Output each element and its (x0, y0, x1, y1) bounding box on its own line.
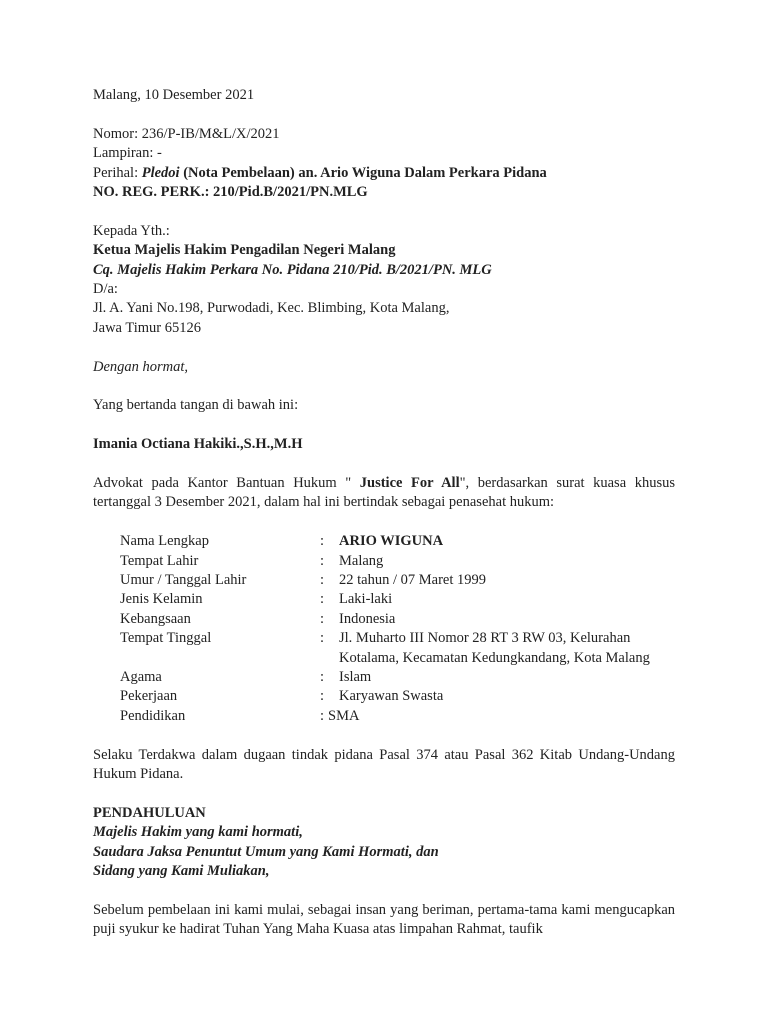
address-judges: Majelis Hakim yang kami hormati, (93, 824, 303, 841)
identity-separator: : (320, 669, 325, 686)
cq-line: Cq. Majelis Hakim Perkara No. Pidana 210/Pid. B/2021/PN. MLG (93, 261, 492, 278)
identity-value: ARIO WIGUNA (339, 533, 444, 550)
identity-row (120, 571, 675, 590)
identity-row (120, 687, 675, 706)
identity-separator: : (320, 533, 325, 550)
para1-part-b: ", berdasarkan surat kuasa khusus tertanggal 3 Desember 2021, dalam hal ini bertindak sebagai penasehat hukum: (93, 475, 676, 511)
identity-value: SMA (328, 707, 360, 724)
identity-separator: : (320, 707, 325, 724)
address-prosecutor: Saudara Jaksa Penuntut Umum yang Kami Hormati, dan (93, 843, 439, 860)
identity-label: Tempat Lahir (120, 552, 199, 569)
identity-label: Nama Lengkap (120, 533, 209, 550)
paragraph-advocate (93, 474, 675, 513)
perihal-prefix: Perihal: (93, 164, 142, 181)
identity-label: Pekerjaan (120, 688, 178, 705)
identity-row (120, 552, 675, 571)
identity-value: Karyawan Swasta (339, 688, 444, 705)
signatory-intro: Yang bertanda tangan di bawah ini: (93, 397, 299, 414)
letter-body (93, 86, 675, 940)
identity-value: Laki-laki (339, 591, 393, 608)
perihal (93, 164, 675, 183)
perihal-italic: Pledoi (141, 164, 180, 181)
paragraph-defendant: Selaku Terdakwa dalam dugaan tindak pidana Pasal 374 atau Pasal 362 Kitab Undang-Undang Hukum Pidana. (93, 746, 675, 783)
address-line-1: Jl. A. Yani No.198, Purwodadi, Kec. Blimbing, Kota Malang, (93, 300, 450, 317)
identity-row (120, 610, 675, 629)
identity-table (120, 532, 675, 726)
registration-number: NO. REG. PERK.: 210/Pid.B/2021/PN.MLG (93, 184, 368, 201)
identity-separator: : (320, 572, 325, 589)
nomor: Nomor: 236/P-IB/M&L/X/2021 (93, 125, 280, 142)
identity-value: Islam (339, 669, 372, 686)
identity-label: Agama (120, 669, 162, 686)
identity-separator: : (320, 688, 325, 705)
identity-row (120, 668, 675, 687)
identity-value: Malang (339, 552, 384, 569)
addressee: Ketua Majelis Hakim Pengadilan Negeri Malang (93, 242, 396, 259)
identity-row (120, 707, 675, 726)
identity-value: Indonesia (339, 610, 396, 627)
lampiran: Lampiran: - (93, 145, 162, 162)
identity-label: Umur / Tanggal Lahir (120, 572, 247, 589)
identity-row (120, 590, 675, 609)
kepada: Kepada Yth.: (93, 222, 170, 239)
identity-label: Tempat Tinggal (120, 630, 212, 647)
identity-separator: : (320, 610, 325, 627)
signatory-name: Imania Octiana Hakiki.,S.H.,M.H (93, 436, 303, 453)
place-date: Malang, 10 Desember 2021 (93, 87, 255, 103)
identity-label: Jenis Kelamin (120, 591, 203, 608)
identity-separator: : (320, 630, 325, 647)
identity-value: 22 tahun / 07 Maret 1999 (339, 572, 486, 589)
identity-row (120, 532, 675, 551)
perihal-rest: (Nota Pembelaan) an. Ario Wiguna Dalam Perkara Pidana (179, 164, 547, 181)
section-title: PENDAHULUAN (93, 804, 206, 821)
identity-separator: : (320, 591, 325, 608)
identity-label: Pendidikan (120, 707, 186, 724)
paragraph-opening: Sebelum pembelaan ini kami mulai, sebagai insan yang beriman, pertama-tama kami mengucapkan puji syukur ke hadirat Tuhan Yang Maha Kuasa atas limpahan Rahmat, taufik (93, 901, 675, 938)
identity-value: Jl. Muharto III Nomor 28 RT 3 RW 03, Kelurahan Kotalama, Kecamatan Kedungkandang, Kota Malang (339, 630, 650, 666)
salutation: Dengan hormat, (93, 358, 189, 375)
address-court: Sidang yang Kami Muliakan, (93, 863, 270, 880)
address-line-2: Jawa Timur 65126 (93, 319, 201, 336)
identity-separator: : (320, 552, 325, 569)
para1-bold: Justice For All (359, 475, 460, 492)
da-label: D/a: (93, 281, 118, 298)
para1-part-a: Advokat pada Kantor Bantuan Hukum " (93, 475, 360, 492)
identity-label: Kebangsaan (120, 610, 191, 627)
identity-row (120, 629, 675, 668)
